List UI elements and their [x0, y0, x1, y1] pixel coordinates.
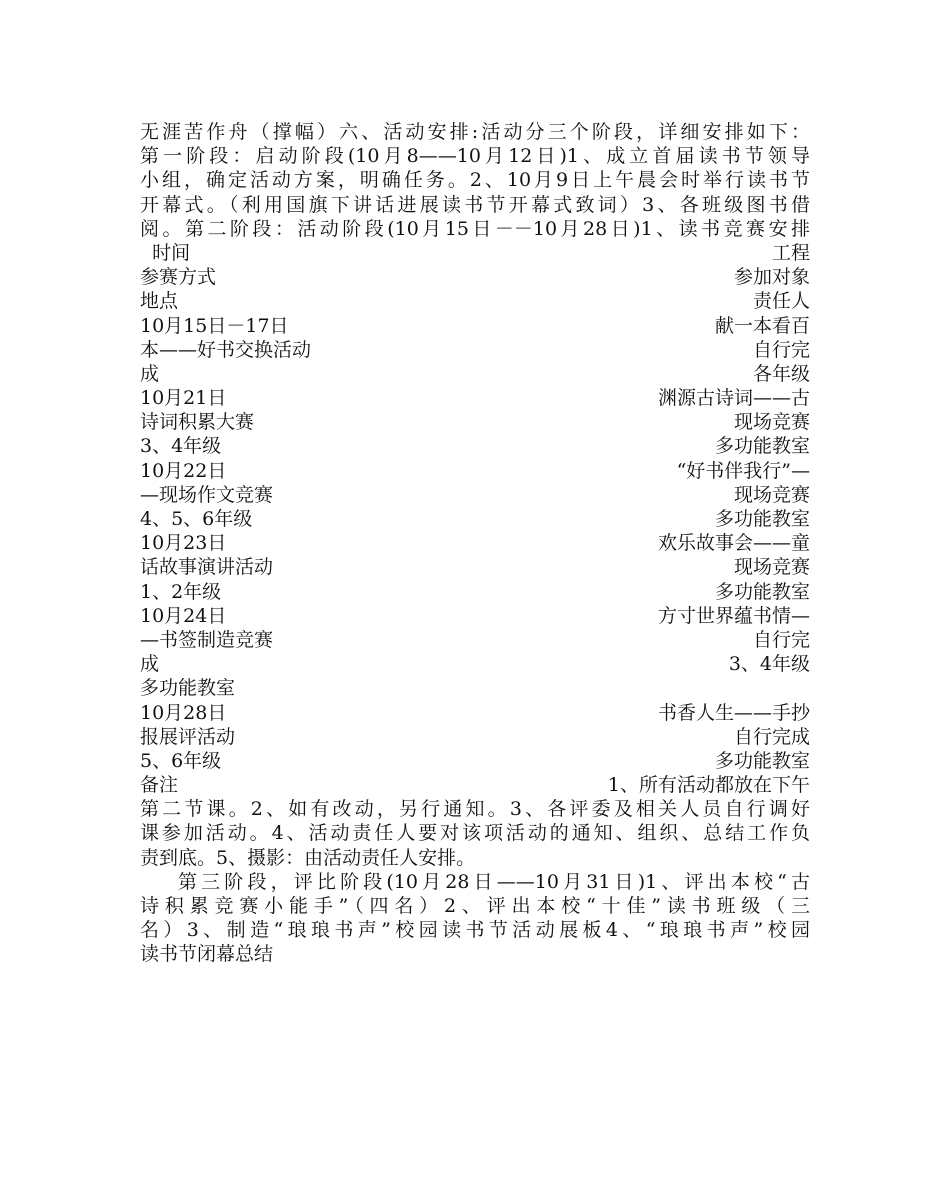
document-page	[140, 120, 810, 967]
row-right: 自行完	[752, 338, 810, 361]
table-row	[140, 362, 810, 386]
row-right: 方寸世界蕴书情—	[657, 604, 810, 627]
row-right: 多功能教室	[714, 749, 810, 772]
table-row	[140, 507, 810, 531]
notes-paragraph	[140, 797, 810, 870]
row-left: 多功能教室	[140, 677, 236, 700]
stage3-line: 名）3、制造“琅琅书声”校园读书节活动展板4、“琅琅书声”校园	[140, 919, 810, 942]
intro-line: 小组，确定活动方案，明确任务。2、10月9日上午晨会时举行读书节	[140, 169, 810, 192]
row-left: 10月23日	[140, 532, 227, 555]
table-row	[140, 314, 810, 338]
row-left: 成	[140, 362, 160, 385]
row-left: —书签制造竞赛	[140, 628, 274, 651]
table-row	[140, 604, 810, 628]
row-left: 备注	[140, 774, 179, 797]
notes-line: 责到底。5、摄影：由活动责任人安排。	[140, 846, 476, 869]
table-row	[140, 410, 810, 434]
row-left: 报展评活动	[140, 725, 236, 748]
row-right: 责任人	[752, 290, 810, 313]
table-row	[140, 701, 810, 725]
row-left: 地点	[140, 290, 179, 313]
row-right: 多功能教室	[714, 580, 810, 603]
row-left: 10月15日－17日	[140, 314, 289, 337]
row-left: 诗词积累大赛	[140, 411, 255, 434]
row-right: 渊源古诗词——古	[657, 387, 810, 410]
row-right: 自行完	[752, 628, 810, 651]
notes-line: 课参加活动。4、活动责任人要对该项活动的通知、组织、总结工作负	[140, 822, 810, 845]
row-left: —现场作文竞赛	[140, 483, 274, 506]
table-row	[140, 555, 810, 579]
row-left: 4、5、6年级	[140, 508, 253, 530]
row-left: 10月28日	[140, 701, 227, 724]
table-row	[140, 676, 810, 700]
intro-paragraph	[140, 120, 810, 241]
row-left: 1、2年级	[140, 580, 222, 603]
row-right: 1、所有活动都放在下午	[607, 774, 810, 797]
table-row	[140, 531, 810, 555]
row-left: 10月22日	[140, 459, 227, 482]
row-right: 现场竞赛	[733, 483, 810, 506]
table-row	[140, 459, 810, 483]
table-row	[140, 773, 810, 797]
table-row	[140, 652, 810, 676]
row-right: 欢乐故事会——童	[657, 532, 810, 555]
row-left: 话故事演讲活动	[140, 556, 274, 579]
row-right: 多功能教室	[714, 435, 810, 458]
row-left: 时间	[140, 241, 191, 264]
stage3-paragraph	[140, 870, 810, 967]
table-row	[140, 434, 810, 458]
intro-line: 第一阶段：启动阶段(10月8——10月12日)1、成立首届读书节领导	[140, 145, 810, 168]
table-row	[140, 289, 810, 313]
row-left: 本——好书交换活动	[140, 338, 312, 361]
row-right: 3、4年级	[728, 653, 810, 676]
table-row	[140, 628, 810, 652]
row-right: 多功能教室	[714, 508, 810, 530]
row-left: 10月21日	[140, 387, 227, 410]
table-row	[140, 338, 810, 362]
table-row	[140, 580, 810, 604]
row-left: 成	[140, 653, 160, 676]
row-left: 10月24日	[140, 604, 227, 627]
row-right: 各年级	[752, 362, 810, 385]
intro-line: 阅。第二阶段：活动阶段(10月15日－－10月28日)1、读书竞赛安排	[140, 217, 810, 240]
table-row	[140, 749, 810, 773]
table-row	[140, 241, 810, 265]
table-row	[140, 265, 810, 289]
schedule-table	[140, 241, 810, 797]
table-row	[140, 725, 810, 749]
row-right: 参加对象	[733, 266, 810, 289]
row-right: 自行完成	[733, 725, 810, 748]
notes-line: 第二节课。2、如有改动，另行通知。3、各评委及相关人员自行调好	[140, 798, 810, 821]
row-right: “好书伴我行”—	[676, 459, 810, 482]
row-left: 3、4年级	[140, 435, 222, 458]
row-right: 现场竞赛	[733, 556, 810, 579]
intro-line: 无涯苦作舟（撑幅）六、活动安排:活动分三个阶段，详细安排如下：	[140, 121, 810, 143]
table-row	[140, 386, 810, 410]
intro-line: 开幕式。（利用国旗下讲话进展读书节开幕式致词）3、各班级图书借	[140, 193, 810, 216]
row-right: 献一本看百	[714, 314, 810, 337]
row-right: 工程	[771, 241, 810, 264]
row-right: 现场竞赛	[733, 411, 810, 434]
stage3-line: 第三阶段，评比阶段(10月28日——10月31日)1、评出本校“古	[178, 870, 810, 893]
row-left: 参赛方式	[140, 266, 217, 289]
row-right: 书香人生——手抄	[657, 701, 810, 724]
stage3-line: 诗积累竞赛小能手”（四名）2、评出本校“十佳”读书班级（三	[140, 895, 810, 917]
stage3-line: 读书节闭幕总结	[140, 943, 274, 966]
row-left: 5、6年级	[140, 749, 222, 772]
table-row	[140, 483, 810, 507]
